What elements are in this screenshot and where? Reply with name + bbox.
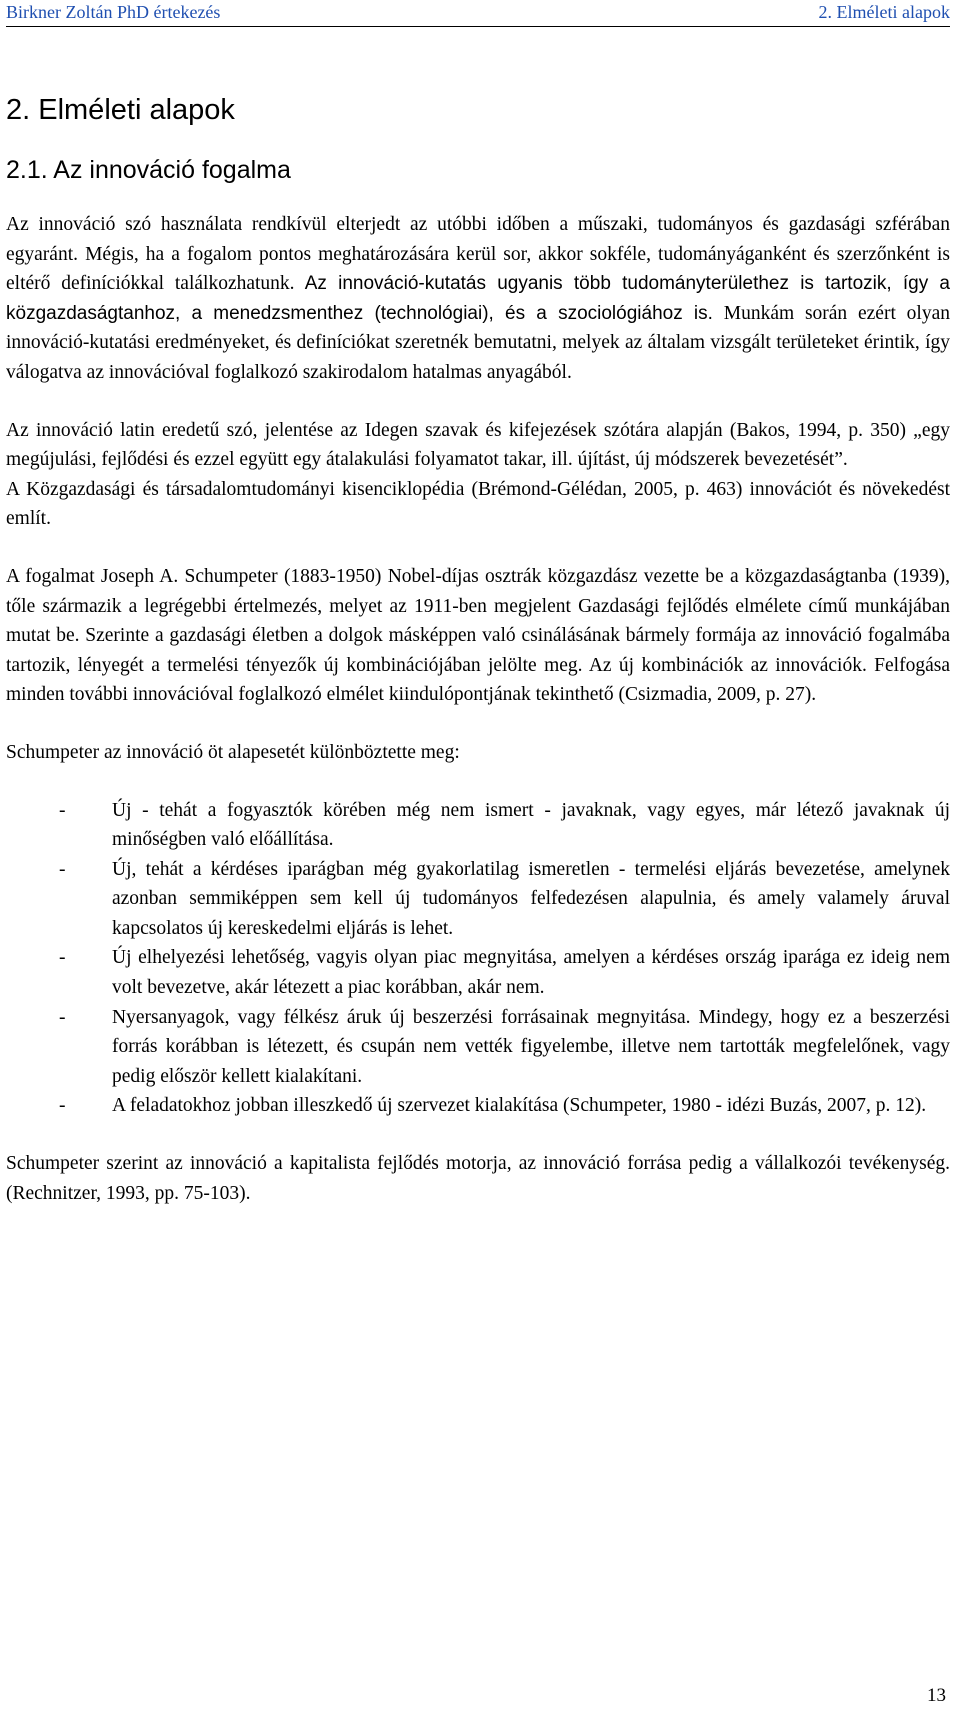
section-title: 2.1. Az innováció fogalma xyxy=(6,156,291,184)
chapter-title: 2. Elméleti alapok xyxy=(6,94,235,126)
paragraph-intro xyxy=(6,210,950,388)
list-item xyxy=(6,943,950,1002)
paragraph-intro-part-1: Az innováció szó használata rendkívül elterjedt az utóbbi időben a műszaki, tudományos és gazdasági szférában egyaránt. Mégis, ha a fogalom pontos meghatározására kerül sor, akkor sokféle, tudományáganként és szerzőnként is eltérő definíciókkal találkozhatunk. xyxy=(6,214,950,295)
list-item xyxy=(6,855,950,944)
header-author: Birkner Zoltán PhD értekezés xyxy=(6,2,221,22)
list-item-text: Új elhelyezési lehetőség, vagyis olyan piac megnyitása, amelyen a kérdéses ország iparága ez ideig nem volt bevezetve, akár létezett a piac korábban, akár nem. xyxy=(112,947,950,999)
page-number: 13 xyxy=(927,1685,946,1706)
header-chapter: 2. Elméleti alapok xyxy=(818,2,950,22)
paragraph-encyclopedia: A Közgazdasági és társadalomtudományi kisenciklopédia (Brémond-Gélédan, 2005, p. 463) innovációt és növekedést említ. xyxy=(6,478,950,530)
paragraph-conclusion: Schumpeter szerint az innováció a kapitalista fejlődés motorja, az innováció forrása pedig a vállalkozói tevékenység. (Rechnitzer, 1993, pp. 75-103). xyxy=(6,1153,950,1204)
innovation-cases-list xyxy=(6,796,950,1122)
list-dash: - xyxy=(59,1095,66,1117)
list-item xyxy=(6,1003,950,1092)
paragraph-intro-part-3: Munkám során ezért olyan innováció-kutatási eredményeket, és definíciókat szeretnék bemutatni, melyek az általam vizsgált területeket érintik, így válogatva az innovációval foglalkozó szakirodalom hatalmas anyagából. xyxy=(6,302,950,383)
paragraph-list-intro: Schumpeter az innováció öt alapesetét különböztette meg: xyxy=(6,741,460,763)
list-item xyxy=(6,796,950,855)
list-item-text: A feladatokhoz jobban illeszkedő új szervezet kialakítása (Schumpeter, 1980 - idézi Buzás, 2007, p. 12). xyxy=(112,1095,927,1117)
list-item xyxy=(6,1091,950,1121)
list-dash: - xyxy=(59,947,66,969)
list-item-text: Nyersanyagok, vagy félkész áruk új beszerzési forrásainak megnyitása. Mindegy, hogy ez a beszerzési forrás korábban is létezett, és csupán nem vették figyelembe, illetve nem tartották megfelelőnek, vagy pedig először kellett kialakítani. xyxy=(112,1006,950,1087)
list-dash: - xyxy=(59,799,66,821)
list-dash: - xyxy=(59,858,66,880)
list-item-text: Új - tehát a fogyasztók körében még nem ismert - javaknak, vagy egyes, már létező javaknak új minőségben való előállítása. xyxy=(112,799,950,851)
list-dash: - xyxy=(59,1006,66,1028)
paragraph-intro-part-2: Az innováció-kutatás ugyanis több tudományterülethez is tartozik, így a közgazdaságtanhoz, a menedzsmenthez (technológiai), és a szociológiához is. xyxy=(6,273,950,324)
running-header xyxy=(6,0,950,27)
list-item-text: Új, tehát a kérdéses iparágban még gyakorlatilag ismeretlen - termelési eljárás bevezetése, amelynek azonban semmiképpen sem kell új tudományos felfedezésen alapulnia, és amely valamely áruval kapcsolatos új kereskedelmi eljárás is lehet. xyxy=(112,858,950,939)
paragraph-etymology: Az innováció latin eredetű szó, jelentése az Idegen szavak és kifejezések szótára alapján (Bakos, 1994, p. 350) „egy megújulási, fejlődési és ezzel együtt egy átalakulási folyamatot takar, ill. újítást, új módszerek bevezetését”. xyxy=(6,419,950,471)
paragraph-schumpeter: A fogalmat Joseph A. Schumpeter (1883-1950) Nobel-díjas osztrák közgazdász vezette be a közgazdaságtanba (1939), tőle származik a legrégebbi értelmezés, melyet az 1911-ben megjelent Gazdasági fejlődés elmélete című munkájában mutat be. Szerinte a gazdasági életben a dolgok másképpen való csinálásának bármely formája az innováció fogalmába tartozik, lényegét a termelési tényezők új kombinációjában jelölte meg. Az új kombinációk az innovációk. Felfogása minden további innovációval foglalkozó elmélet kiindulópontjának tekinthető (Csizmadia, 2009, p. 27). xyxy=(6,565,950,706)
page-content xyxy=(6,92,950,1208)
